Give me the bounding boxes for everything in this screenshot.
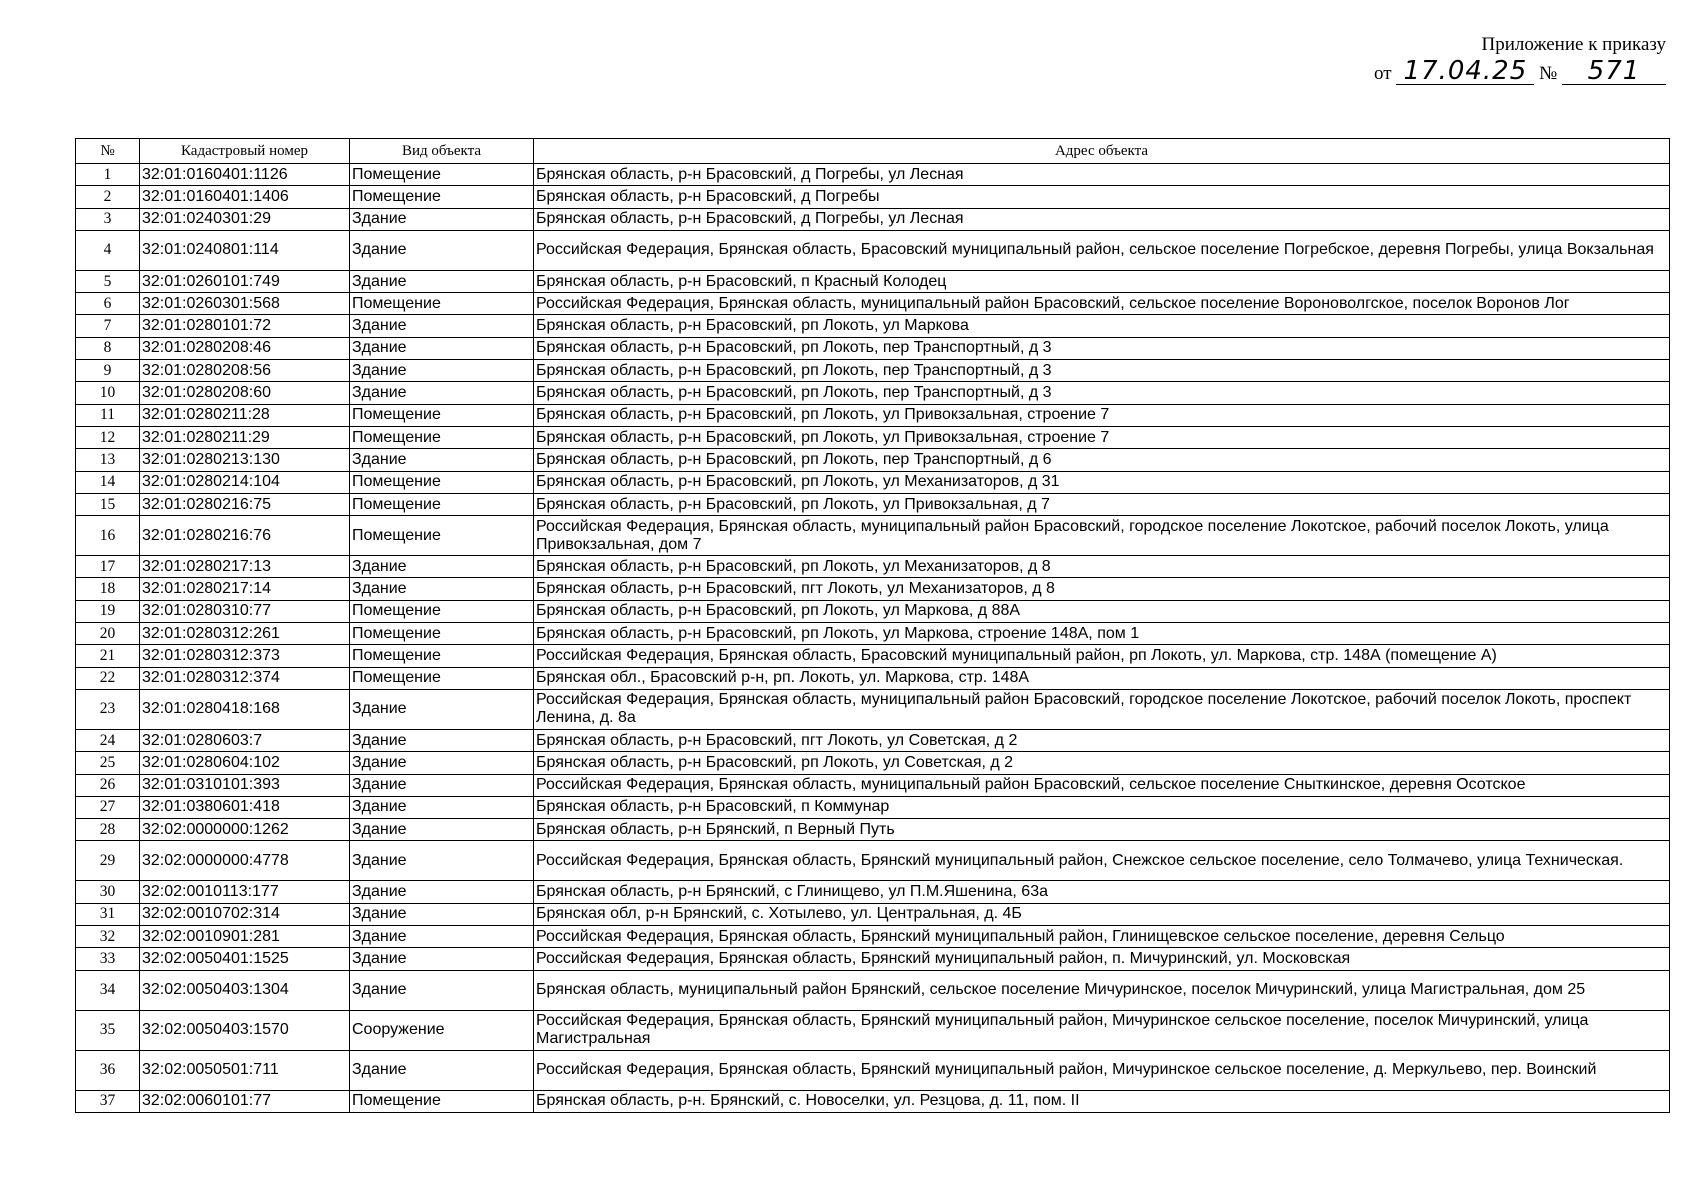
- objects-table: [75, 138, 1670, 1113]
- handwritten-date: 17.04.25: [1396, 58, 1534, 85]
- row-number-cell: 37: [76, 1090, 140, 1112]
- document-header: [1374, 34, 1666, 85]
- object-type-cell: Здание: [350, 360, 534, 382]
- address-cell: Российская Федерация, Брянская область, Брянский муниципальный район, Мичуринское сельское поселение, д. Меркульево, пер. Воинский: [534, 1050, 1670, 1090]
- row-number-cell: 9: [76, 360, 140, 382]
- row-number-cell: 20: [76, 623, 140, 645]
- object-type-cell: Здание: [350, 230, 534, 270]
- address-cell: Российская Федерация, Брянская область, Брянский муниципальный район, п. Мичуринский, ул. Московская: [534, 948, 1670, 970]
- cadastral-number-cell: 32:01:0280217:14: [140, 578, 350, 600]
- col-header-cadastral: Кадастровый номер: [140, 139, 350, 164]
- table-row: [76, 600, 1670, 622]
- cadastral-number-cell: 32:01:0280211:28: [140, 404, 350, 426]
- table-row: [76, 948, 1670, 970]
- object-type-cell: Здание: [350, 315, 534, 337]
- cadastral-number-cell: 32:01:0280208:46: [140, 337, 350, 359]
- cadastral-number-cell: 32:01:0280213:130: [140, 449, 350, 471]
- table-row: [76, 270, 1670, 292]
- cadastral-number-cell: 32:02:0050403:1304: [140, 970, 350, 1010]
- table-row: [76, 578, 1670, 600]
- row-number-cell: 4: [76, 230, 140, 270]
- cadastral-number-cell: 32:01:0280214:104: [140, 471, 350, 493]
- row-number-cell: 35: [76, 1010, 140, 1050]
- address-cell: Брянская обл., Брасовский р-н, рп. Локоть, ул. Маркова, стр. 148А: [534, 667, 1670, 689]
- table-row: [76, 881, 1670, 903]
- cadastral-number-cell: 32:01:0280216:75: [140, 493, 350, 515]
- cadastral-number-cell: 32:01:0280604:102: [140, 752, 350, 774]
- address-cell: Российская Федерация, Брянская область, муниципальный район Брасовский, городское поселение Локотское, рабочий поселок Локоть, улица Привокзальная, дом 7: [534, 516, 1670, 556]
- table-row: [76, 819, 1670, 841]
- object-type-cell: Помещение: [350, 667, 534, 689]
- object-type-cell: Здание: [350, 752, 534, 774]
- table-row: [76, 186, 1670, 208]
- object-type-cell: Здание: [350, 270, 534, 292]
- table-row: [76, 729, 1670, 751]
- object-type-cell: Помещение: [350, 164, 534, 186]
- cadastral-number-cell: 32:01:0260301:568: [140, 293, 350, 315]
- address-cell: Брянская область, р-н Брасовский, рп Локоть, ул Советская, д 2: [534, 752, 1670, 774]
- row-number-cell: 34: [76, 970, 140, 1010]
- col-header-object-type: Вид объекта: [350, 139, 534, 164]
- cadastral-number-cell: 32:02:0000000:1262: [140, 819, 350, 841]
- cadastral-number-cell: 32:01:0280312:373: [140, 645, 350, 667]
- table-row: [76, 493, 1670, 515]
- cadastral-number-cell: 32:01:0280603:7: [140, 729, 350, 751]
- address-cell: Брянская область, р-н Брасовский, пгт Локоть, ул Советская, д 2: [534, 729, 1670, 751]
- row-number-cell: 30: [76, 881, 140, 903]
- address-cell: Российская Федерация, Брянская область, Брянский муниципальный район, Снежское сельское поселение, село Толмачево, улица Техническая.: [534, 841, 1670, 881]
- address-cell: Брянская область, р-н Брасовский, д Погребы: [534, 186, 1670, 208]
- cadastral-number-cell: 32:02:0050501:711: [140, 1050, 350, 1090]
- handwritten-order-number: 571: [1562, 58, 1666, 85]
- number-label: №: [1539, 62, 1558, 84]
- table-row: [76, 382, 1670, 404]
- address-cell: Брянская область, р-н Брасовский, д Погребы, ул Лесная: [534, 208, 1670, 230]
- cadastral-number-cell: 32:01:0160401:1126: [140, 164, 350, 186]
- address-cell: Российская Федерация, Брянская область, Брянский муниципальный район, Глинищевское сельское поселение, деревня Сельцо: [534, 926, 1670, 948]
- table-row: [76, 1050, 1670, 1090]
- address-cell: Брянская область, р-н Брасовский, д Погребы, ул Лесная: [534, 164, 1670, 186]
- object-type-cell: Здание: [350, 556, 534, 578]
- table-row: [76, 926, 1670, 948]
- row-number-cell: 27: [76, 796, 140, 818]
- address-cell: Брянская область, р-н. Брянский, с. Новоселки, ул. Резцова, д. 11, пом. II: [534, 1090, 1670, 1112]
- row-number-cell: 8: [76, 337, 140, 359]
- cadastral-number-cell: 32:01:0280208:56: [140, 360, 350, 382]
- address-cell: Брянская область, р-н Брасовский, пгт Локоть, ул Механизаторов, д 8: [534, 578, 1670, 600]
- table-row: [76, 516, 1670, 556]
- cadastral-number-cell: 32:01:0310101:393: [140, 774, 350, 796]
- table-row: [76, 645, 1670, 667]
- object-type-cell: Здание: [350, 926, 534, 948]
- cadastral-number-cell: 32:01:0160401:1406: [140, 186, 350, 208]
- address-cell: Российская Федерация, Брянская область, Брасовский муниципальный район, рп Локоть, ул. Маркова, стр. 148А (помещение А): [534, 645, 1670, 667]
- row-number-cell: 7: [76, 315, 140, 337]
- cadastral-number-cell: 32:01:0280310:77: [140, 600, 350, 622]
- address-cell: Брянская область, р-н Брасовский, рп Локоть, ул Маркова: [534, 315, 1670, 337]
- col-header-number: №: [76, 139, 140, 164]
- address-cell: Брянская обл, р-н Брянский, с. Хотылево, ул. Центральная, д. 4Б: [534, 903, 1670, 925]
- order-reference: [1374, 55, 1666, 86]
- object-type-cell: Помещение: [350, 404, 534, 426]
- table-body: [76, 164, 1670, 1113]
- table-row: [76, 315, 1670, 337]
- cadastral-number-cell: 32:01:0240801:114: [140, 230, 350, 270]
- cadastral-number-cell: 32:01:0280217:13: [140, 556, 350, 578]
- cadastral-number-cell: 32:01:0280211:29: [140, 426, 350, 448]
- row-number-cell: 18: [76, 578, 140, 600]
- object-type-cell: Здание: [350, 881, 534, 903]
- object-type-cell: Здание: [350, 796, 534, 818]
- row-number-cell: 31: [76, 903, 140, 925]
- address-cell: Брянская область, р-н Брасовский, рп Локоть, ул Маркова, д 88А: [534, 600, 1670, 622]
- table-row: [76, 404, 1670, 426]
- address-cell: Брянская область, р-н Брасовский, рп Локоть, ул Механизаторов, д 8: [534, 556, 1670, 578]
- cadastral-number-cell: 32:01:0280418:168: [140, 689, 350, 729]
- address-cell: Брянская область, р-н Брасовский, рп Локоть, ул Механизаторов, д 31: [534, 471, 1670, 493]
- cadastral-number-cell: 32:01:0280208:60: [140, 382, 350, 404]
- address-cell: Брянская область, р-н Брасовский, рп Локоть, ул Привокзальная, д 7: [534, 493, 1670, 515]
- cadastral-number-cell: 32:02:0050403:1570: [140, 1010, 350, 1050]
- table-row: [76, 337, 1670, 359]
- col-header-address: Адрес объекта: [534, 139, 1670, 164]
- row-number-cell: 11: [76, 404, 140, 426]
- address-cell: Российская Федерация, Брянская область, муниципальный район Брасовский, городское поселение Локотское, рабочий поселок Локоть, проспект Ленина, д. 8а: [534, 689, 1670, 729]
- cadastral-number-cell: 32:01:0260101:749: [140, 270, 350, 292]
- table-row: [76, 471, 1670, 493]
- row-number-cell: 5: [76, 270, 140, 292]
- table-row: [76, 293, 1670, 315]
- table-row: [76, 230, 1670, 270]
- address-cell: Российская Федерация, Брянская область, муниципальный район Брасовский, сельское поселение Вороноволгское, поселок Воронов Лог: [534, 293, 1670, 315]
- address-cell: Брянская область, р-н Брасовский, рп Локоть, ул Привокзальная, строение 7: [534, 426, 1670, 448]
- object-type-cell: Помещение: [350, 293, 534, 315]
- object-type-cell: Здание: [350, 841, 534, 881]
- table-row: [76, 623, 1670, 645]
- object-type-cell: Помещение: [350, 623, 534, 645]
- row-number-cell: 3: [76, 208, 140, 230]
- cadastral-number-cell: 32:02:0010702:314: [140, 903, 350, 925]
- object-type-cell: Помещение: [350, 600, 534, 622]
- address-cell: Брянская область, муниципальный район Брянский, сельское поселение Мичуринское, поселок Мичуринский, улица Магистральная, дом 25: [534, 970, 1670, 1010]
- table-row: [76, 970, 1670, 1010]
- row-number-cell: 16: [76, 516, 140, 556]
- object-type-cell: Здание: [350, 729, 534, 751]
- object-type-cell: Здание: [350, 970, 534, 1010]
- object-type-cell: Помещение: [350, 1090, 534, 1112]
- cadastral-number-cell: 32:01:0240301:29: [140, 208, 350, 230]
- row-number-cell: 22: [76, 667, 140, 689]
- address-cell: Российская Федерация, Брянская область, Брасовский муниципальный район, сельское поселение Погребское, деревня Погребы, улица Вокзальная: [534, 230, 1670, 270]
- object-type-cell: Здание: [350, 948, 534, 970]
- object-type-cell: Здание: [350, 578, 534, 600]
- address-cell: Брянская область, р-н Брянский, с Глинищево, ул П.М.Яшенина, 63а: [534, 881, 1670, 903]
- row-number-cell: 21: [76, 645, 140, 667]
- object-type-cell: Здание: [350, 903, 534, 925]
- row-number-cell: 29: [76, 841, 140, 881]
- table-row: [76, 449, 1670, 471]
- cadastral-number-cell: 32:02:0060101:77: [140, 1090, 350, 1112]
- address-cell: Брянская область, р-н Брасовский, рп Локоть, пер Транспортный, д 6: [534, 449, 1670, 471]
- row-number-cell: 17: [76, 556, 140, 578]
- address-cell: Брянская область, р-н Брасовский, рп Локоть, пер Транспортный, д 3: [534, 360, 1670, 382]
- row-number-cell: 14: [76, 471, 140, 493]
- row-number-cell: 10: [76, 382, 140, 404]
- object-type-cell: Сооружение: [350, 1010, 534, 1050]
- cadastral-number-cell: 32:01:0280312:261: [140, 623, 350, 645]
- object-type-cell: Помещение: [350, 426, 534, 448]
- object-type-cell: Здание: [350, 337, 534, 359]
- cadastral-number-cell: 32:01:0380601:418: [140, 796, 350, 818]
- cadastral-number-cell: 32:01:0280312:374: [140, 667, 350, 689]
- object-type-cell: Здание: [350, 382, 534, 404]
- object-type-cell: Помещение: [350, 516, 534, 556]
- object-type-cell: Здание: [350, 689, 534, 729]
- table-row: [76, 841, 1670, 881]
- object-type-cell: Помещение: [350, 493, 534, 515]
- date-label: от: [1374, 62, 1392, 84]
- row-number-cell: 13: [76, 449, 140, 471]
- object-type-cell: Здание: [350, 449, 534, 471]
- cadastral-number-cell: 32:02:0000000:4778: [140, 841, 350, 881]
- table-row: [76, 796, 1670, 818]
- table-row: [76, 1090, 1670, 1112]
- table-row: [76, 208, 1670, 230]
- address-cell: Российская Федерация, Брянская область, муниципальный район Брасовский, сельское поселение Сныткинское, деревня Осотское: [534, 774, 1670, 796]
- address-cell: Брянская область, р-н Брасовский, п Коммунар: [534, 796, 1670, 818]
- row-number-cell: 33: [76, 948, 140, 970]
- table-row: [76, 360, 1670, 382]
- cadastral-number-cell: 32:01:0280101:72: [140, 315, 350, 337]
- row-number-cell: 26: [76, 774, 140, 796]
- attachment-title: Приложение к приказу: [1481, 34, 1666, 55]
- row-number-cell: 25: [76, 752, 140, 774]
- table-row: [76, 752, 1670, 774]
- row-number-cell: 32: [76, 926, 140, 948]
- object-type-cell: Помещение: [350, 186, 534, 208]
- table-row: [76, 556, 1670, 578]
- object-type-cell: Здание: [350, 208, 534, 230]
- object-type-cell: Здание: [350, 774, 534, 796]
- cadastral-number-cell: 32:01:0280216:76: [140, 516, 350, 556]
- address-cell: Брянская область, р-н Брасовский, рп Локоть, ул Маркова, строение 148А, пом 1: [534, 623, 1670, 645]
- row-number-cell: 36: [76, 1050, 140, 1090]
- address-cell: Брянская область, р-н Брасовский, рп Локоть, пер Транспортный, д 3: [534, 382, 1670, 404]
- address-cell: Брянская область, р-н Брянский, п Верный Путь: [534, 819, 1670, 841]
- object-type-cell: Здание: [350, 1050, 534, 1090]
- address-cell: Брянская область, р-н Брасовский, рп Локоть, пер Транспортный, д 3: [534, 337, 1670, 359]
- row-number-cell: 6: [76, 293, 140, 315]
- cadastral-number-cell: 32:02:0010113:177: [140, 881, 350, 903]
- object-type-cell: Помещение: [350, 645, 534, 667]
- row-number-cell: 23: [76, 689, 140, 729]
- row-number-cell: 24: [76, 729, 140, 751]
- row-number-cell: 28: [76, 819, 140, 841]
- row-number-cell: 19: [76, 600, 140, 622]
- cadastral-number-cell: 32:02:0010901:281: [140, 926, 350, 948]
- table-row: [76, 689, 1670, 729]
- row-number-cell: 12: [76, 426, 140, 448]
- row-number-cell: 15: [76, 493, 140, 515]
- cadastral-number-cell: 32:02:0050401:1525: [140, 948, 350, 970]
- table-row: [76, 903, 1670, 925]
- address-cell: Брянская область, р-н Брасовский, рп Локоть, ул Привокзальная, строение 7: [534, 404, 1670, 426]
- table-row: [76, 774, 1670, 796]
- object-type-cell: Помещение: [350, 471, 534, 493]
- row-number-cell: 1: [76, 164, 140, 186]
- table-row: [76, 164, 1670, 186]
- table-header-row: [76, 139, 1670, 164]
- table-row: [76, 667, 1670, 689]
- object-type-cell: Здание: [350, 819, 534, 841]
- address-cell: Российская Федерация, Брянская область, Брянский муниципальный район, Мичуринское сельское поселение, поселок Мичуринский, улица Магистральная: [534, 1010, 1670, 1050]
- table-row: [76, 426, 1670, 448]
- row-number-cell: 2: [76, 186, 140, 208]
- address-cell: Брянская область, р-н Брасовский, п Красный Колодец: [534, 270, 1670, 292]
- table-row: [76, 1010, 1670, 1050]
